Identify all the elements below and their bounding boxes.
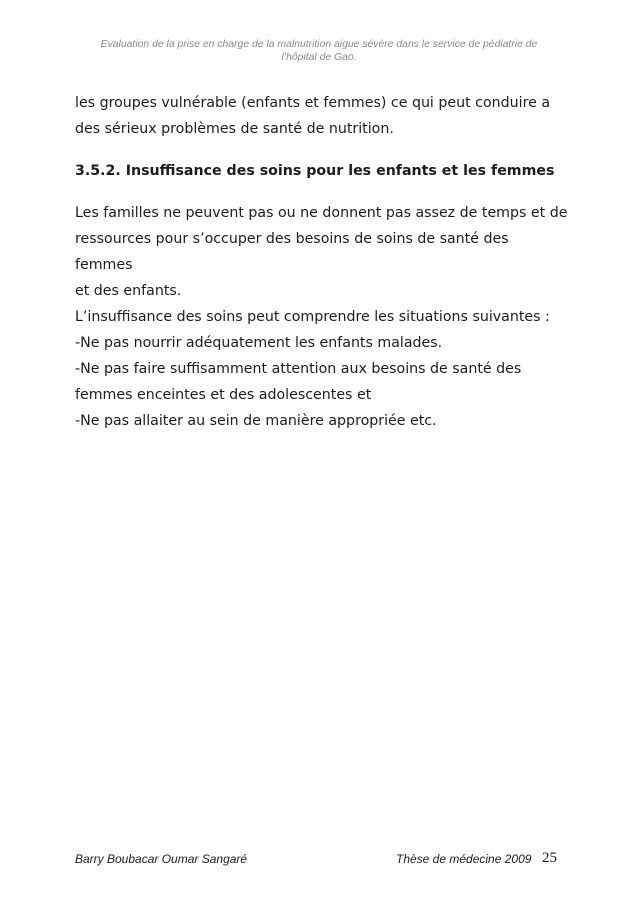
footer-thesis-label: Thèse de médecine 2009: [396, 852, 532, 866]
body-paragraph-line: et des enfants.: [75, 283, 182, 299]
section-heading: 3.5.2. Insuffisance des soins pour les enfants et les femmes: [75, 163, 555, 179]
running-header-line-1: Evaluation de la prise en charge de la malnutrition aigue sévère dans le service de pédiatrie de: [100, 39, 538, 50]
spacer: [75, 184, 570, 200]
running-header: [70, 38, 568, 64]
body-paragraph-line: les groupes vulnérable (enfants et femmes) ce qui peut conduire a: [75, 95, 551, 111]
list-item: -Ne pas nourrir adéquatement les enfants malades.: [75, 335, 443, 351]
body-paragraph-line: des sérieux problèmes de santé de nutrition.: [75, 121, 394, 137]
list-item: femmes enceintes et des adolescentes et: [75, 387, 372, 403]
body-paragraph-line: Les familles ne peuvent pas ou ne donnent pas assez de temps et de: [75, 205, 568, 221]
list-item: -Ne pas faire suffisamment attention aux besoins de santé des: [75, 361, 522, 377]
page-number: 25: [542, 850, 557, 866]
spacer: [75, 142, 570, 158]
body-paragraph-line: L’insuffisance des soins peut comprendre les situations suivantes :: [75, 309, 550, 325]
list-item: -Ne pas allaiter au sein de manière appropriée etc.: [75, 413, 437, 429]
page-body: [75, 90, 570, 434]
body-paragraph-line: ressources pour s’occuper des besoins de soins de santé des femmes: [75, 231, 509, 273]
footer-author: Barry Boubacar Oumar Sangaré: [75, 852, 248, 866]
running-header-line-2: l’hôpital de Gao.: [281, 52, 357, 63]
